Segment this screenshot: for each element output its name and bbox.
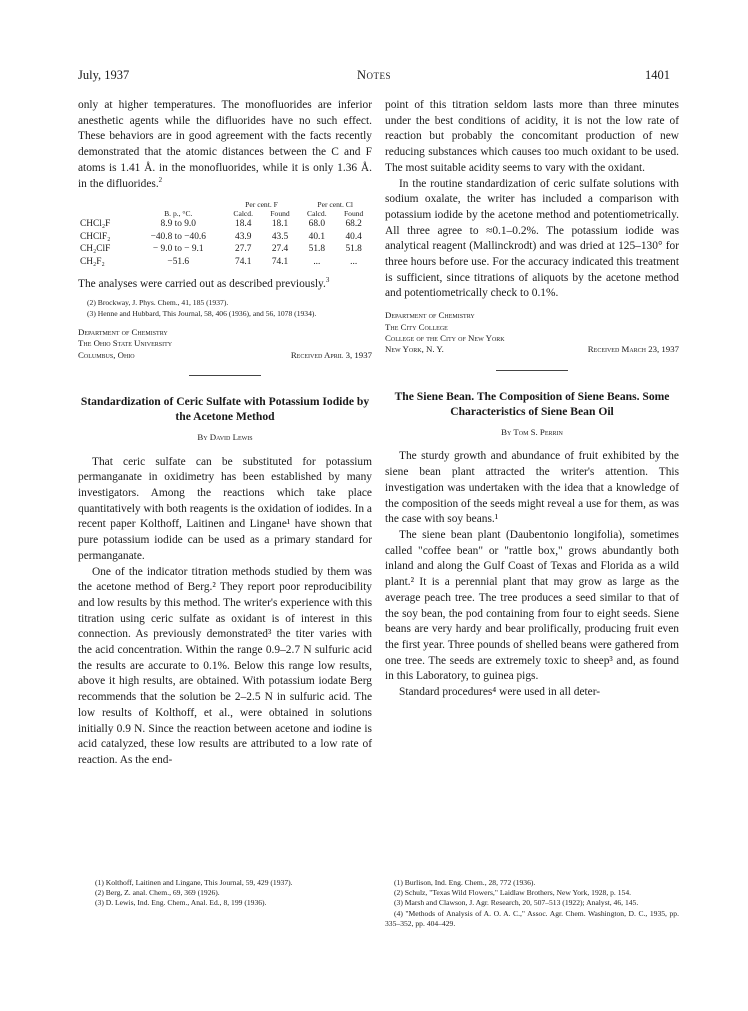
affiliation-line: College of the City of New York — [385, 332, 505, 343]
body-paragraph: point of this titration seldom lasts more than three minutes under the best conditions of acidity, it is not the low rate of reaction but probably the concomitant production of new reducing substances which causes too much oxidant to be used. The most suitable acidity seems to vary with the oxidant. — [385, 99, 679, 174]
footnotes-third-article — [385, 878, 679, 929]
article-author: By Tom S. Perrin — [501, 426, 563, 437]
header-section: Notes — [356, 68, 392, 82]
section-divider — [189, 375, 261, 376]
affiliation-block — [78, 327, 372, 361]
affiliation-line: Department of Chemistry — [385, 310, 475, 321]
body-paragraph: Standard procedures⁴ were used in all deter- — [399, 686, 601, 699]
body-paragraph: The sturdy growth and abundance of fruit exhibited by the siene bean plant attracted the writer's attention. This investigation was undertaken with the idea that a knowledge of the composition of the seeds might reveal a use for them, as was the case with soy beans.¹ — [385, 450, 679, 526]
footnote: (3) Marsh and Clawson, J. Agr. Research, 20, 507–513 (1922); Analyst, 46, 145. — [394, 898, 639, 908]
body-paragraph: In the routine standardization of ceric sulfate solutions with sodium oxalate, the writer has included a comparison with potassium iodide by the acetone method and potentiometrically. All three agree to ≈0.1–0.2%. The potassium iodide was analytical reagent (Mallinckrodt) and was dried at 125–130° for three hours before use. For the accuracy indicated this treatment is sufficient, since titrations of aliquots by the acetone method and potentiometrically check to 0.1%. — [385, 177, 679, 300]
affiliation-line: The Ohio State University — [78, 338, 173, 349]
intro-paragraph: only at higher temperatures. The monofluorides are inferior anesthetic agents while the difluorides have no such effect. These behaviors are in good agreement with the facts recently demonstrated that the atomic distances between the C and F atoms is 1.41 Å. in the monofluorides, while it is only 1.36 Å. in the difluorides.$^2$ — [78, 99, 372, 190]
received-date: Received April 3, 1937 — [290, 349, 372, 360]
affiliation-block — [385, 310, 679, 356]
affiliation-line: The City College — [385, 321, 448, 332]
section-divider — [496, 370, 568, 371]
footnote: (3) Henne and Hubbard, This Journal, 58, 406 (1936), and 56, 1078 (1934). — [87, 308, 317, 318]
col-group-chlorine: Per cent. Cl — [317, 200, 353, 210]
header-date: July, 1937 — [78, 68, 130, 82]
footnotes-second-article — [95, 878, 350, 909]
article-author: By David Lewis — [197, 431, 253, 442]
article-title: Standardization of Ceric Sulfate with Potassium Iodide by the Acetone Method — [80, 394, 370, 423]
footnote: (3) D. Lewis, Ind. Eng. Chem., Anal. Ed., 8, 199 (1936). — [95, 898, 267, 908]
footnote: (1) Kolthoff, Laitinen and Lingane, This Journal, 59, 429 (1937). — [95, 878, 293, 887]
received-date: Received March 23, 1937 — [587, 344, 679, 355]
right-column — [385, 98, 679, 701]
table-row: CHCl₂F 8.9 to 9.0 18.4 18.1 68.0 68.2 — [80, 219, 362, 230]
left-column — [78, 98, 372, 769]
table-header-sub: B. p., °C. Calcd. Found Calcd. Found — [164, 209, 364, 219]
header-page-number: 1401 — [645, 68, 670, 82]
analyses-paragraph: The analyses were carried out as described previously.$^3$ — [78, 275, 330, 290]
footnotes-first-article — [78, 298, 372, 318]
body-paragraph: One of the indicator titration methods studied by them was the acetone method of Berg.² They report poor reproducibility and low results by this method. The writer's experience with this titration using ceric sulfate as oxidant is of interest in this connection. As previously demonstrated³ the titer varies with the acid concentration. Within the range 0.9–2.7 N sulfuric acid the results are accurate to 0.1%. Below this range low results, above it high results, are obtained. With potassium iodate Berg recommends that the solution be 2–2.5 N in sulfuric acid. The low results of Kolthoff, et al., were obtained in solutions initially 0.9 N. Since the reaction between acetone and iodine is acid catalyzed, these low results are attributed to a low rate of reaction. As the end- — [78, 565, 372, 766]
table-row: CHClF₂ −40.8 to −40.6 43.9 43.5 40.1 40.4 — [80, 231, 362, 242]
footnote: (4) "Methods of Analysis of A. O. A. C.," Assoc. Agr. Chem. Washington, D. C., 1935, pp. 335–352, pp. 404–429. — [385, 908, 679, 928]
body-paragraph: The siene bean plant (Daubentonio longifolia), sometimes called "coffee bean" or "rattle box," grows abundantly both inland and along the Gulf Coast of Texas and Florida as a wild plant.² It is a perennial plant that may grow as large as the average peach tree. The tree produces a seed similar to that of the soy bean, the pod containing from four to eight seeds. Siene beans are very hardy and bear prolifically, producing fruit even the first year. Three pounds of shelled beans were gathered from one tree. The seeds are extremely toxic to sheep³ and, as found in this Laboratory, to guinea pigs. — [385, 528, 679, 683]
footnote: (2) Brockway, J. Phys. Chem., 41, 185 (1937). — [87, 298, 229, 308]
fluoride-data-table — [78, 200, 372, 268]
affiliation-line: Department of Chemistry — [78, 326, 168, 337]
footnote: (1) Burlison, Ind. Eng. Chem., 28, 772 (1936). — [394, 878, 536, 887]
footnote: (2) Berg, Z. anal. Chem., 69, 369 (1926). — [95, 888, 220, 898]
table-row: CH₂F₂ −51.6 74.1 74.1 ... ... — [80, 257, 358, 267]
col-group-fluorine: Per cent. F — [245, 200, 278, 210]
affiliation-line: New York, N. Y. — [385, 344, 444, 355]
body-paragraph: That ceric sulfate can be substituted for potassium permanganate in oxidimetry has been established by many investigators. Among the reactions which take place quantitatively with both reagents is the oxidation of iodides. In a recent paper Kolthoff, Laitinen and Lingane¹ have shown that pure potassium iodide can be used as a primary standard for permanganate. — [78, 455, 372, 562]
article-title: The Siene Bean. The Composition of Siene Beans. Some Characteristics of Siene Bean Oil — [394, 389, 670, 418]
table-row: CH₂ClF − 9.0 to − 9.1 27.7 27.4 51.8 51.8 — [80, 244, 362, 255]
page-header — [78, 68, 670, 86]
footnote: (2) Schulz, "Texas Wild Flowers," Laidlaw Brothers, New York, 1928, p. 154. — [394, 888, 632, 898]
table-header-top — [78, 200, 372, 209]
affiliation-line: Columbus, Ohio — [78, 349, 135, 360]
